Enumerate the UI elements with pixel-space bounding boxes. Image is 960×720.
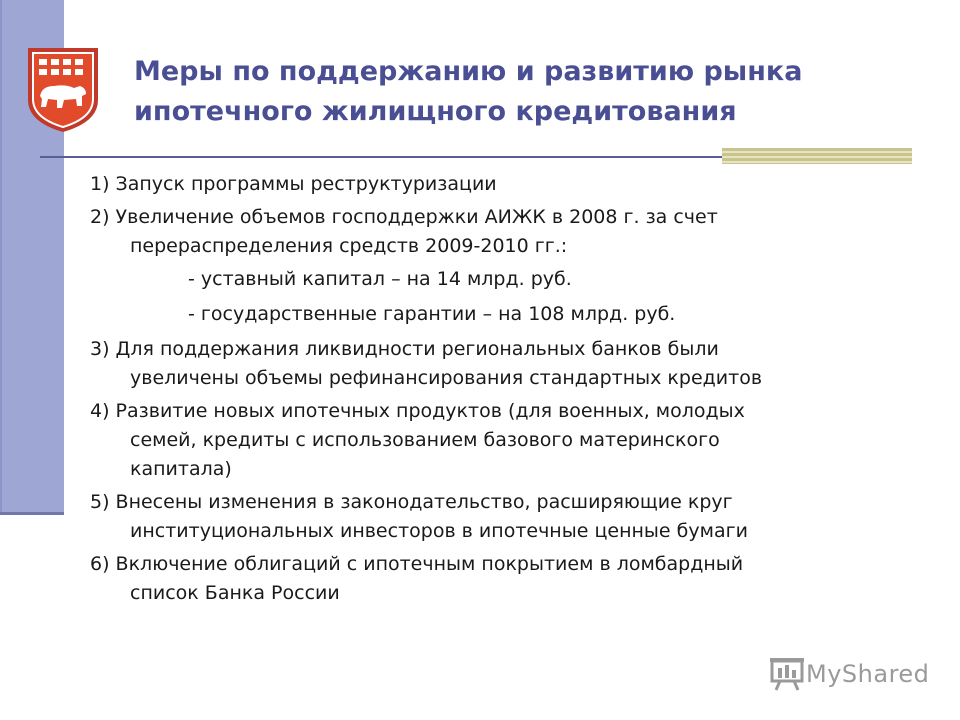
list-item-5: [90, 488, 870, 546]
divider-accent: [722, 148, 912, 164]
list-item-text-continued: институциональных инвесторов в ипотечные ценные бумаги: [130, 520, 748, 542]
slide-title: [134, 52, 934, 132]
list-item-1: [90, 170, 870, 199]
list-item-2: [90, 203, 870, 261]
list-item-text: 6) Включение облигаций с ипотечным покрытием в ломбардный: [90, 553, 744, 575]
list-item-text: 1) Запуск программы реструктуризации: [90, 173, 497, 195]
coat-of-arms-bear-icon: [24, 44, 102, 136]
list-item-text: 4) Развитие новых ипотечных продуктов (для военных, молодых: [90, 400, 745, 422]
list-item-text-continued: капитала): [130, 458, 232, 480]
watermark-text: MyShared: [806, 660, 930, 688]
list-item-text-continued: перераспределения средств 2009-2010 гг.:: [130, 235, 568, 257]
list-item-text-continued: список Банка России: [130, 582, 340, 604]
list-item-text: 2) Увеличение объемов господдержки АИЖК в 2008 г. за счет: [90, 206, 718, 228]
slide-body: [90, 170, 870, 612]
myshared-watermark: [768, 654, 929, 694]
list-item-text: 5) Внесены изменения в законодательство, расширяющие круг: [90, 491, 733, 513]
sidebar-edge: [0, 0, 2, 512]
sub-item-charter-capital: - уставный капитал – на 14 млрд. руб.: [188, 268, 572, 290]
sub-item-state-guarantees: - государственные гарантии – на 108 млрд. руб.: [188, 303, 676, 325]
list-item-text: 3) Для поддержания ликвидности региональных банков были: [90, 338, 719, 360]
title-line-2: ипотечного жилищного кредитования: [134, 96, 737, 127]
list-item-text-continued: увеличены объемы рефинансирования стандартных кредитов: [130, 367, 763, 389]
list-item-4: [90, 397, 870, 484]
list-item-3: [90, 335, 870, 393]
presentation-board-icon: [768, 656, 806, 692]
list-item-6: [90, 550, 870, 608]
title-line-1: Меры по поддержанию и развитию рынка: [134, 56, 803, 87]
list-item-text-continued: семей, кредиты с использованием базового материнского: [130, 429, 720, 451]
